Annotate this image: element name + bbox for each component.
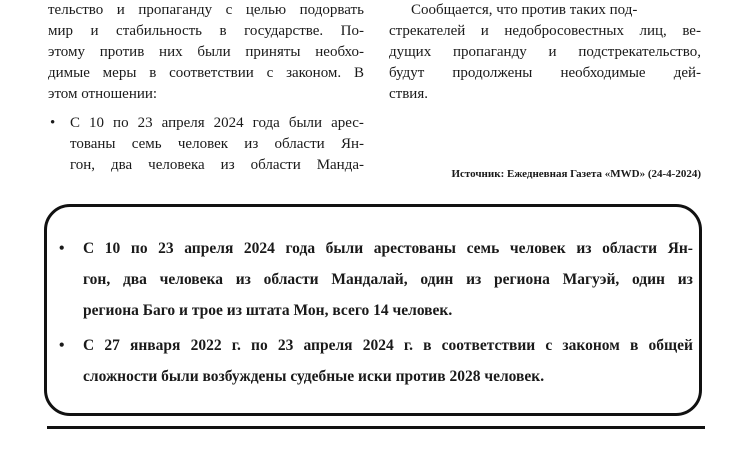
text-line: этом отношении: [48,86,158,102]
text-line: гон, два человека из области Манда- [70,157,364,173]
bottom-divider [47,426,705,429]
text-line: Сообщается, что против таких под- [411,2,638,18]
text-line: мир и стабильность в государстве. По- [48,23,364,39]
source-citation: Источник: Ежедневная Газета «MWD» (24-4-2024) [451,168,701,180]
text-line: ствия. [389,86,428,102]
left-column [48,0,364,176]
text-line: С 27 января 2022 г. по 23 апреля 2024 г. в соответствии с законом в общей [83,337,693,354]
right-column [389,0,701,105]
text-line: димые меры в соответствии с законом. В [48,65,364,81]
text-line: гон, два человека из области Мандалай, один из региона Магуэй, один из [83,271,693,288]
right-paragraph [389,0,701,105]
text-line: тованы семь человек из области Ян- [70,136,364,152]
text-line: этому против них были приняты необхо- [48,44,364,60]
bullet-icon: • [59,337,65,354]
list-item [57,330,693,392]
bullet-icon: • [50,115,56,131]
text-line: сложности были возбуждены судебные иски против 2028 человек. [83,368,545,385]
highlight-bullet-list [57,233,693,396]
text-line: С 10 по 23 апреля 2024 года были арестованы семь человек из области Ян- [83,240,693,257]
text-line: региона Баго и трое из штата Мон, всего 14 человек. [83,302,453,319]
left-bullet-list [48,113,364,176]
text-line: тельство и пропаганду с целью подорвать [48,2,364,18]
list-item [48,113,364,176]
left-paragraph [48,0,364,105]
list-item [57,233,693,326]
text-line: С 10 по 23 апреля 2024 года были арес- [70,115,364,131]
text-line: стрекателей и недобросовестных лиц, ве- [389,23,701,39]
text-line: будут продолжены необходимые дей- [389,65,701,81]
bullet-icon: • [59,240,65,257]
highlight-box [44,204,702,416]
text-line: дущих пропаганду и подстрекательство, [389,44,701,60]
